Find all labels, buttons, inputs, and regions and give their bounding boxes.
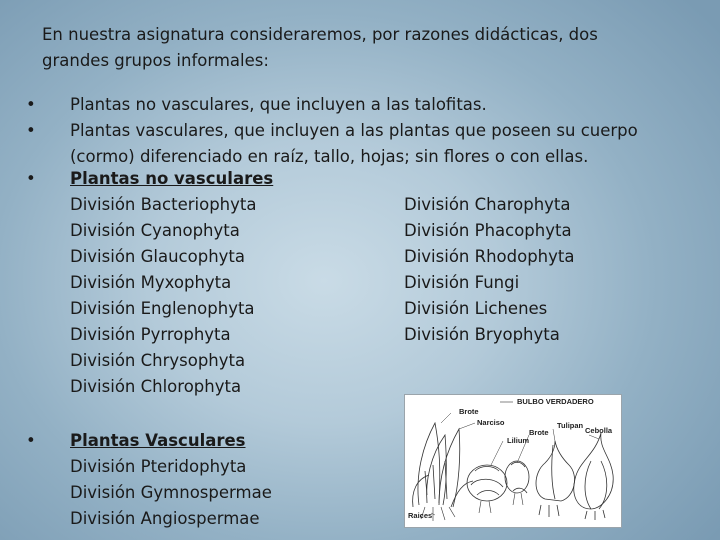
bullet-text-line-1: Plantas vasculares, que incluyen a las plantas que poseen su cuerpo <box>70 121 638 140</box>
list-item: División Bacteriophyta <box>70 195 257 214</box>
section-heading: Plantas no vasculares <box>70 169 274 188</box>
bullet-icon: • <box>26 431 36 450</box>
label-cebolla: Cebolla <box>585 426 613 435</box>
onion-bulb-drawing <box>574 433 613 520</box>
list-item: División Angiospermae <box>70 509 260 528</box>
bullet-icon: • <box>26 121 36 140</box>
list-item: División Myxophyta <box>70 273 232 292</box>
list-item: División Englenophyta <box>70 299 255 318</box>
list-item: División Charophyta <box>404 195 571 214</box>
bullet-text: Plantas no vasculares, que incluyen a las talofitas. <box>70 95 487 114</box>
list-item: División Fungi <box>404 273 520 292</box>
list-item: División Cyanophyta <box>70 221 240 240</box>
list-item: División Rhodophyta <box>404 247 575 266</box>
list-item: División Pyrrophyta <box>70 325 231 344</box>
label-raices: Raices <box>408 511 433 520</box>
bullet-icon: • <box>26 95 36 114</box>
lilium-bulb-drawing <box>467 461 529 501</box>
intro-text <box>42 22 682 74</box>
list-item: División Chlorophyta <box>70 377 242 396</box>
label-brote-top: Brote <box>459 407 479 416</box>
figure-title: BULBO VERDADERO <box>517 397 594 406</box>
tulip-bulb-drawing <box>536 441 575 517</box>
bullet-icon: • <box>26 169 36 188</box>
intro-line-1: En nuestra asignatura consideraremos, por razones didácticas, dos <box>42 25 598 44</box>
bullet-text-line-2: (cormo) diferenciado en raíz, tallo, hojas; sin flores o con ellas. <box>70 147 589 166</box>
list-item: División Gymnospermae <box>70 483 272 502</box>
list-item: División Lichenes <box>404 299 548 318</box>
narcissus-bulb-drawing <box>413 423 473 507</box>
bulb-drawing <box>405 395 621 527</box>
label-tulipan: Tulipan <box>557 421 584 430</box>
label-narciso: Narciso <box>477 418 505 427</box>
section-heading: Plantas Vasculares <box>70 431 246 450</box>
list-item: División Pteridophyta <box>70 457 247 476</box>
roots-drawing <box>421 493 523 521</box>
label-brote-middle: Brote <box>529 428 549 437</box>
intro-line-2: grandes grupos informales: <box>42 51 269 70</box>
list-item: División Glaucophyta <box>70 247 245 266</box>
label-lilium: Lilium <box>507 436 530 445</box>
list-item: División Bryophyta <box>404 325 560 344</box>
bulb-illustration <box>404 394 622 528</box>
bullet-text <box>70 118 638 170</box>
list-item: División Phacophyta <box>404 221 572 240</box>
list-item: División Chrysophyta <box>70 351 246 370</box>
